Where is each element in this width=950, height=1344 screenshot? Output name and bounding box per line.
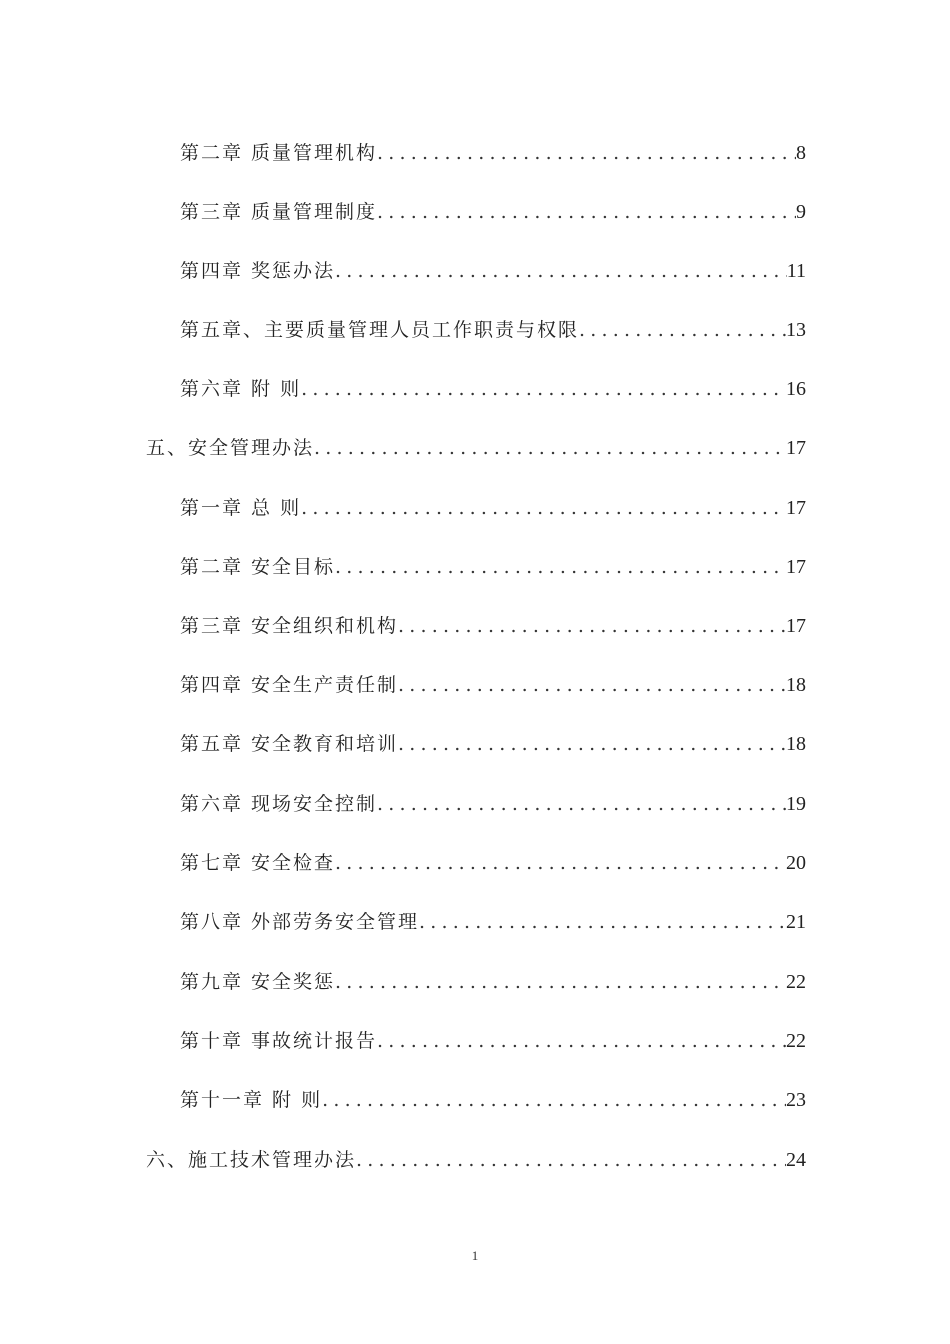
toc-entry[interactable] [180, 907, 806, 937]
toc-entry-title: 第二章 安全目标 [180, 556, 336, 578]
toc-entry[interactable] [180, 138, 806, 168]
toc-entry[interactable] [180, 967, 806, 997]
toc-entry[interactable] [180, 374, 806, 404]
toc-entry-page: 18 [786, 674, 806, 696]
toc-entry-page: 17 [786, 556, 806, 578]
toc-entry[interactable] [180, 848, 806, 878]
toc-entry-page: 23 [786, 1089, 806, 1111]
toc-entry-page: 8 [796, 142, 806, 164]
toc-entry-title: 第六章 现场安全控制 [180, 793, 378, 815]
toc-dot-leader [377, 1030, 786, 1052]
toc-dot-leader [419, 911, 786, 933]
toc-dot-leader [314, 437, 786, 459]
toc-dot-leader [377, 142, 796, 164]
toc-entry-title: 六、施工技术管理办法 [146, 1149, 357, 1171]
toc-section-entry[interactable] [146, 1145, 806, 1175]
toc-dot-leader [322, 1089, 786, 1111]
toc-entry-page: 18 [786, 733, 806, 755]
toc-dot-leader [377, 793, 786, 815]
toc-dot-leader [335, 971, 786, 993]
toc-entry[interactable] [180, 611, 806, 641]
toc-entry-page: 17 [786, 437, 806, 459]
toc-entry-title: 第六章 附 则 [180, 378, 302, 400]
toc-entry-page: 16 [786, 378, 806, 400]
toc-entry-page: 22 [786, 1030, 806, 1052]
toc-entry-page: 20 [786, 852, 806, 874]
toc-entry-title: 第九章 安全奖惩 [180, 971, 336, 993]
toc-entry[interactable] [180, 493, 806, 523]
toc-entry-title: 第十章 事故统计报告 [180, 1030, 378, 1052]
toc-entry-page: 22 [786, 971, 806, 993]
toc-entry-title: 第一章 总 则 [180, 497, 302, 519]
toc-entry-page: 19 [786, 793, 806, 815]
toc-dot-leader [335, 852, 786, 874]
toc-entry-title: 第四章 安全生产责任制 [180, 674, 399, 696]
toc-entry[interactable] [180, 670, 806, 700]
toc-entry[interactable] [180, 729, 806, 759]
toc-dot-leader [335, 556, 786, 578]
toc-dot-leader [579, 319, 786, 341]
toc-entry[interactable] [180, 197, 806, 227]
toc-entry[interactable] [180, 1026, 806, 1056]
toc-dot-leader [301, 378, 786, 400]
toc-entry-page: 21 [786, 911, 806, 933]
toc-entry-page: 9 [796, 201, 806, 223]
toc-dot-leader [398, 674, 786, 696]
toc-entry-page: 11 [786, 260, 806, 282]
page-number: 1 [471, 1248, 479, 1263]
toc-dot-leader [301, 497, 786, 519]
toc-entry-title: 第五章 安全教育和培训 [180, 733, 399, 755]
toc-entry[interactable] [180, 552, 806, 582]
toc-dot-leader [398, 615, 786, 637]
toc-entry-title: 第三章 安全组织和机构 [180, 615, 399, 637]
toc-entry-page: 17 [786, 615, 806, 637]
toc-entry[interactable] [180, 315, 806, 345]
toc-entry-title: 第十一章 附 则 [180, 1089, 323, 1111]
toc-entry-page: 17 [786, 497, 806, 519]
toc-entry-title: 第八章 外部劳务安全管理 [180, 911, 420, 933]
toc-entry[interactable] [180, 256, 806, 286]
toc-entry-page: 24 [786, 1149, 806, 1171]
toc-entry-title: 第三章 质量管理制度 [180, 201, 378, 223]
toc-entry-page: 13 [786, 319, 806, 341]
toc-entry[interactable] [180, 1085, 806, 1115]
toc-entry-title: 第四章 奖惩办法 [180, 260, 336, 282]
toc-entry-title: 五、安全管理办法 [146, 437, 315, 459]
toc-dot-leader [377, 201, 796, 223]
toc-dot-leader [356, 1149, 786, 1171]
toc-entry-title: 第五章、主要质量管理人员工作职责与权限 [180, 319, 580, 341]
toc-entry[interactable] [180, 789, 806, 819]
toc-dot-leader [335, 260, 787, 282]
toc-entry-title: 第二章 质量管理机构 [180, 142, 378, 164]
toc-entry-title: 第七章 安全检查 [180, 852, 336, 874]
toc-dot-leader [398, 733, 786, 755]
toc-section-entry[interactable] [146, 433, 806, 463]
